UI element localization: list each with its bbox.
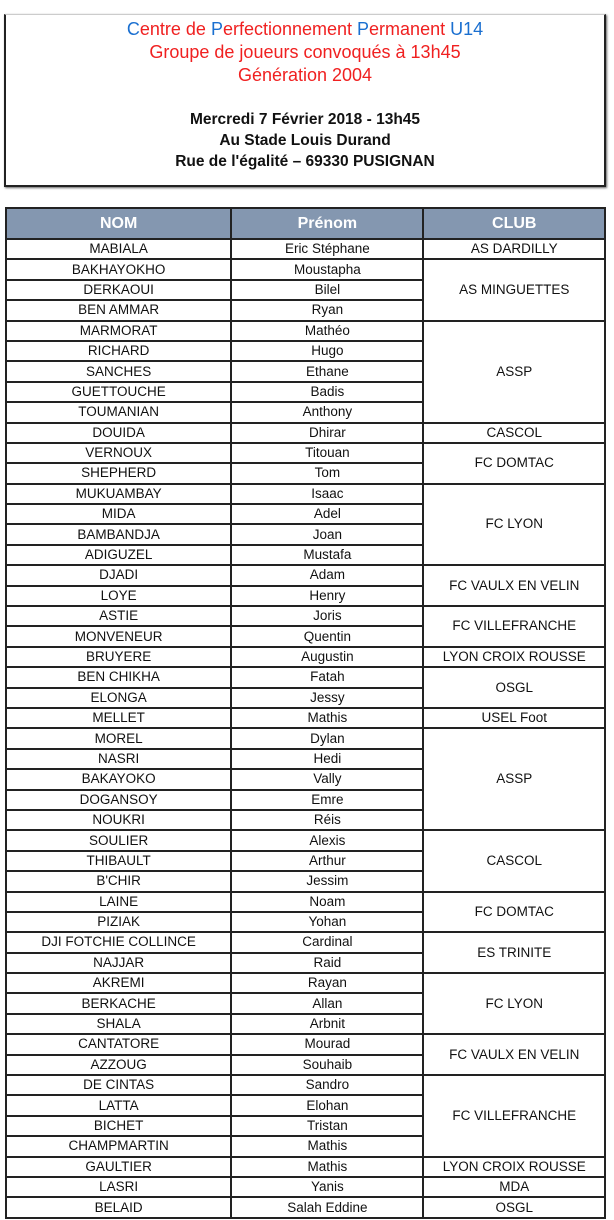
table-row: [6, 1157, 605, 1177]
table-header-row: [6, 208, 605, 239]
last-name-cell: BAKAYOKO: [6, 769, 231, 789]
last-name-cell: MOREL: [6, 728, 231, 748]
table-row: [6, 932, 605, 952]
last-name-cell: MUKUAMBAY: [6, 484, 231, 504]
first-name-cell: Hedi: [231, 749, 423, 769]
club-cell: FC LYON: [423, 484, 605, 566]
first-name-cell: Sandro: [231, 1075, 423, 1095]
title-part: erfectionnement: [222, 19, 358, 39]
table-row: [6, 647, 605, 667]
last-name-cell: THIBAULT: [6, 851, 231, 871]
club-cell: FC VAULX EN VELIN: [423, 1034, 605, 1075]
last-name-cell: RICHARD: [6, 341, 231, 361]
last-name-cell: GAULTIER: [6, 1157, 231, 1177]
last-name-cell: LAINE: [6, 892, 231, 912]
first-name-cell: Joris: [231, 606, 423, 626]
club-cell: ASSP: [423, 728, 605, 830]
last-name-cell: BERKACHE: [6, 993, 231, 1013]
table-row: [6, 1075, 605, 1095]
first-name-cell: Alexis: [231, 830, 423, 850]
club-cell: OSGL: [423, 1197, 605, 1217]
header-box: [4, 14, 606, 187]
venue: Au Stade Louis Durand: [219, 132, 391, 149]
club-cell: FC LYON: [423, 973, 605, 1034]
table-row: [6, 830, 605, 850]
first-name-cell: Jessim: [231, 871, 423, 891]
column-header-prenom: Prénom: [231, 208, 423, 239]
club-cell: AS MINGUETTES: [423, 259, 605, 320]
last-name-cell: BELAID: [6, 1197, 231, 1217]
last-name-cell: SOULIER: [6, 830, 231, 850]
club-cell: ASSP: [423, 321, 605, 423]
first-name-cell: Noam: [231, 892, 423, 912]
last-name-cell: DOUIDA: [6, 423, 231, 443]
table-row: [6, 667, 605, 687]
table-row: [6, 1197, 605, 1217]
first-name-cell: Allan: [231, 993, 423, 1013]
last-name-cell: MIDA: [6, 504, 231, 524]
club-cell: ES TRINITE: [423, 932, 605, 973]
first-name-cell: Ryan: [231, 300, 423, 320]
column-header-nom: NOM: [6, 208, 231, 239]
last-name-cell: VERNOUX: [6, 443, 231, 463]
club-cell: LYON CROIX ROUSSE: [423, 647, 605, 667]
first-name-cell: Anthony: [231, 402, 423, 422]
club-cell: FC DOMTAC: [423, 443, 605, 484]
last-name-cell: DERKAOUI: [6, 280, 231, 300]
last-name-cell: PIZIAK: [6, 912, 231, 932]
last-name-cell: AKREMI: [6, 973, 231, 993]
first-name-cell: Tristan: [231, 1116, 423, 1136]
club-cell: USEL Foot: [423, 708, 605, 728]
last-name-cell: SANCHES: [6, 361, 231, 381]
table-row: [6, 321, 605, 341]
last-name-cell: BEN AMMAR: [6, 300, 231, 320]
last-name-cell: ELONGA: [6, 688, 231, 708]
table-row: [6, 565, 605, 585]
last-name-cell: BICHET: [6, 1116, 231, 1136]
title-part: P: [357, 19, 370, 39]
last-name-cell: NOUKRI: [6, 810, 231, 830]
first-name-cell: Yohan: [231, 912, 423, 932]
last-name-cell: MARMORAT: [6, 321, 231, 341]
last-name-cell: GUETTOUCHE: [6, 382, 231, 402]
table-row: [6, 728, 605, 748]
club-cell: AS DARDILLY: [423, 239, 605, 259]
first-name-cell: Joan: [231, 524, 423, 544]
first-name-cell: Elohan: [231, 1095, 423, 1115]
table-row: [6, 484, 605, 504]
title-part: ermanent: [369, 19, 451, 39]
first-name-cell: Dylan: [231, 728, 423, 748]
last-name-cell: DJI FOTCHIE COLLINCE: [6, 932, 231, 952]
first-name-cell: Salah Eddine: [231, 1197, 423, 1217]
table-row: [6, 708, 605, 728]
first-name-cell: Titouan: [231, 443, 423, 463]
last-name-cell: SHEPHERD: [6, 463, 231, 483]
last-name-cell: NASRI: [6, 749, 231, 769]
first-name-cell: Henry: [231, 586, 423, 606]
first-name-cell: Mathis: [231, 1136, 423, 1156]
first-name-cell: Quentin: [231, 626, 423, 646]
first-name-cell: Réis: [231, 810, 423, 830]
table-row: [6, 973, 605, 993]
title-part: C: [126, 19, 140, 39]
last-name-cell: DJADI: [6, 565, 231, 585]
last-name-cell: MABIALA: [6, 239, 231, 259]
last-name-cell: MELLET: [6, 708, 231, 728]
title-part: entre de: [139, 19, 211, 39]
first-name-cell: Augustin: [231, 647, 423, 667]
table-row: [6, 423, 605, 443]
first-name-cell: Ethane: [231, 361, 423, 381]
first-name-cell: Adel: [231, 504, 423, 524]
title-part: P: [210, 19, 223, 39]
date: Mercredi 7 Février 2018 - 13h45: [189, 111, 421, 128]
first-name-cell: Hugo: [231, 341, 423, 361]
first-name-cell: Rayan: [231, 973, 423, 993]
subtitle: Groupe de joueurs convoqués à 13h45: [149, 42, 461, 62]
title-part: U14: [450, 19, 484, 39]
last-name-cell: TOUMANIAN: [6, 402, 231, 422]
last-name-cell: BAKHAYOKHO: [6, 259, 231, 279]
first-name-cell: Raid: [231, 953, 423, 973]
club-cell: FC VAULX EN VELIN: [423, 565, 605, 606]
first-name-cell: Adam: [231, 565, 423, 585]
last-name-cell: DOGANSOY: [6, 790, 231, 810]
first-name-cell: Yanis: [231, 1177, 423, 1197]
table-row: [6, 443, 605, 463]
first-name-cell: Vally: [231, 769, 423, 789]
first-name-cell: Mustafa: [231, 545, 423, 565]
club-cell: CASCOL: [423, 423, 605, 443]
first-name-cell: Dhirar: [231, 423, 423, 443]
column-header-club: CLUB: [423, 208, 605, 239]
last-name-cell: NAJJAR: [6, 953, 231, 973]
last-name-cell: CHAMPMARTIN: [6, 1136, 231, 1156]
last-name-cell: CANTATORE: [6, 1034, 231, 1054]
first-name-cell: Cardinal: [231, 932, 423, 952]
table-row: [6, 1034, 605, 1054]
club-cell: MDA: [423, 1177, 605, 1197]
last-name-cell: SHALA: [6, 1014, 231, 1034]
last-name-cell: AZZOUG: [6, 1055, 231, 1075]
first-name-cell: Emre: [231, 790, 423, 810]
last-name-cell: LASRI: [6, 1177, 231, 1197]
table-row: [6, 892, 605, 912]
last-name-cell: MONVENEUR: [6, 626, 231, 646]
table-row: [6, 1177, 605, 1197]
last-name-cell: B'CHIR: [6, 871, 231, 891]
last-name-cell: ADIGUZEL: [6, 545, 231, 565]
last-name-cell: ASTIE: [6, 606, 231, 626]
first-name-cell: Moustapha: [231, 259, 423, 279]
first-name-cell: Fatah: [231, 667, 423, 687]
table-row: [6, 239, 605, 259]
table-row: [6, 259, 605, 279]
last-name-cell: LATTA: [6, 1095, 231, 1115]
first-name-cell: Arbnit: [231, 1014, 423, 1034]
club-cell: FC VILLEFRANCHE: [423, 606, 605, 647]
last-name-cell: LOYE: [6, 586, 231, 606]
players-table: [5, 207, 606, 1219]
first-name-cell: Bilel: [231, 280, 423, 300]
first-name-cell: Mathis: [231, 1157, 423, 1177]
first-name-cell: Eric Stéphane: [231, 239, 423, 259]
club-cell: LYON CROIX ROUSSE: [423, 1157, 605, 1177]
club-cell: CASCOL: [423, 830, 605, 891]
last-name-cell: BRUYERE: [6, 647, 231, 667]
first-name-cell: Arthur: [231, 851, 423, 871]
last-name-cell: DE CINTAS: [6, 1075, 231, 1095]
title: [6, 19, 604, 40]
last-name-cell: BEN CHIKHA: [6, 667, 231, 687]
table-row: [6, 606, 605, 626]
first-name-cell: Mourad: [231, 1034, 423, 1054]
first-name-cell: Jessy: [231, 688, 423, 708]
first-name-cell: Mathéo: [231, 321, 423, 341]
first-name-cell: Mathis: [231, 708, 423, 728]
last-name-cell: BAMBANDJA: [6, 524, 231, 544]
club-cell: OSGL: [423, 667, 605, 708]
first-name-cell: Isaac: [231, 484, 423, 504]
club-cell: FC VILLEFRANCHE: [423, 1075, 605, 1157]
address: Rue de l'égalité – 69330 PUSIGNAN: [175, 153, 435, 170]
club-cell: FC DOMTAC: [423, 892, 605, 933]
first-name-cell: Souhaib: [231, 1055, 423, 1075]
first-name-cell: Tom: [231, 463, 423, 483]
first-name-cell: Badis: [231, 382, 423, 402]
generation: Génération 2004: [237, 65, 373, 85]
